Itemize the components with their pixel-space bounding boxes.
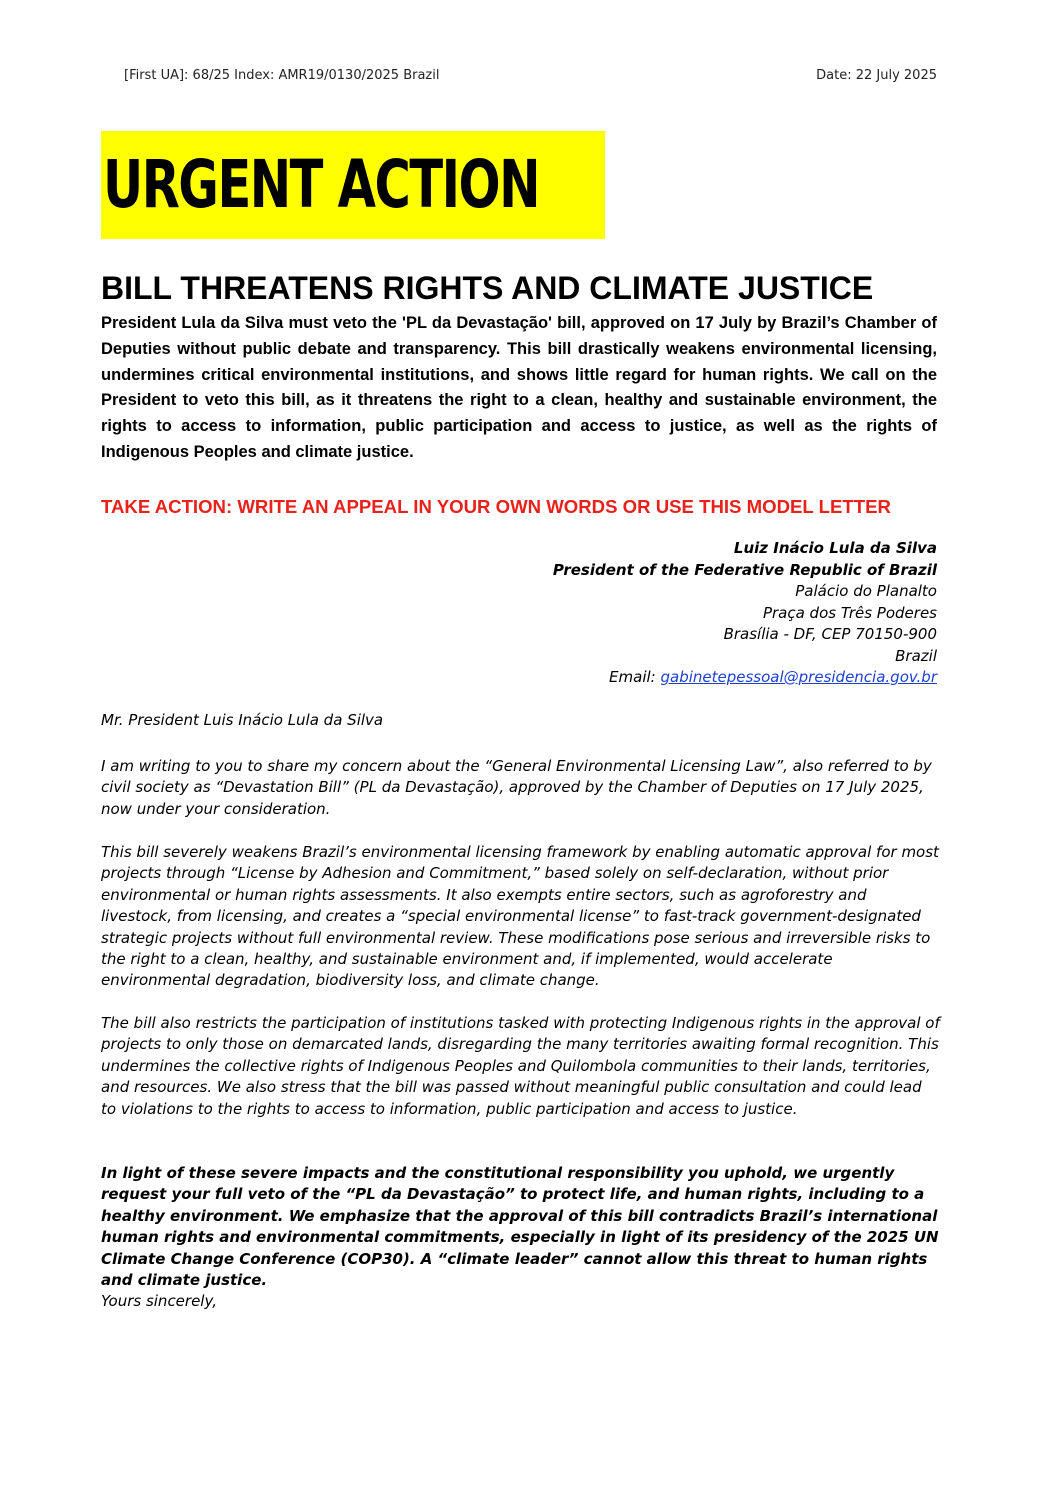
take-action-heading: TAKE ACTION: WRITE AN APPEAL IN YOUR OWN WORDS OR USE THIS MODEL LETTER: [101, 496, 891, 517]
address-line: Brasília - DF, CEP 70150-900: [723, 625, 937, 643]
letter-request-paragraph: In light of these severe impacts and the constitutional responsibility you uphold, we urgently request your full veto of the “PL da Devastação” to protect life, and human rights, including to a healthy environment. We emphasize that the approval of this bill contradicts Brazil’s international human rights and environmental commitments, especially in light of its presidency of the 2025 UN Climate Change Conference (COP30). A “climate leader” cannot allow this threat to human rights and climate justice.: [101, 1164, 939, 1290]
email-line: [517, 667, 937, 689]
banner-title: URGENT ACTION: [103, 146, 540, 223]
address-line: Palácio do Planalto: [795, 582, 937, 600]
recipient-name: Luiz Inácio Lula da Silva: [733, 539, 937, 557]
letter-paragraph: This bill severely weakens Brazil’s environmental licensing framework by enabling automatic approval for most projects through “License by Adhesion and Commitment,” based solely on self-declaration, without prior environmental or human rights assessments. It also exempts entire sectors, such as agroforestry and livestock, from licensing, and creates a “special environmental license” to fast-track government-designated strategic projects without full environmental review. These modifications pose serious and irreversible risks to the right to a clean, healthy, and sustainable environment and, if implemented, would accelerate environmental degradation, biodiversity loss, and climate change.: [101, 843, 939, 990]
letter-salutation: Mr. President Luis Inácio Lula da Silva: [101, 711, 384, 729]
page-title: BILL THREATENS RIGHTS AND CLIMATE JUSTICE: [101, 270, 874, 306]
email-link[interactable]: gabinetepessoal@presidencia.gov.br: [660, 668, 937, 686]
letter-closing: Yours sincerely,: [101, 1292, 217, 1310]
address-line: Praça dos Três Poderes: [762, 603, 937, 622]
address-country: Brazil: [895, 646, 937, 665]
email-label: Email:: [609, 668, 661, 686]
document-index: [First UA]: 68/25 Index: AMR19/0130/2025 Brazil: [124, 68, 440, 83]
document-date: Date: 22 July 2025: [816, 68, 937, 83]
letter-paragraph: I am writing to you to share my concern about the “General Environmental Licensing Law”, also referred to by civil society as “Devastation Bill” (PL da Devastação), approved by the Chamber of Deputies on 17 July 2025, now under your consideration.: [101, 757, 932, 818]
urgent-action-banner: [101, 131, 605, 239]
recipient-title: President of the Federative Republic of Brazil: [552, 560, 937, 579]
recipient-address: [517, 538, 937, 689]
summary-paragraph: President Lula da Silva must veto the 'PL da Devastação' bill, approved on 17 July by Brazil’s Chamber of Deputies without public debate and transparency. This bill drastically weakens environmental licensing, undermines critical environmental institutions, and shows little regard for human rights. We call on the President to veto this bill, as it threatens the right to a clean, healthy and sustainable environment, the rights to access to information, public participation and access to justice, as well as the rights of Indigenous Peoples and climate justice.: [101, 314, 937, 461]
letter-paragraph: The bill also restricts the participation of institutions tasked with protecting Indigenous rights in the approval of projects to only those on demarcated lands, disregarding the many territories awaiting formal recognition. This undermines the collective rights of Indigenous Peoples and Quilombola communities to their lands, territories, and resources. We also stress that the bill was passed without meaningful public consultation and could lead to violations to the rights to access to information, public participation and access to justice.: [101, 1014, 940, 1118]
